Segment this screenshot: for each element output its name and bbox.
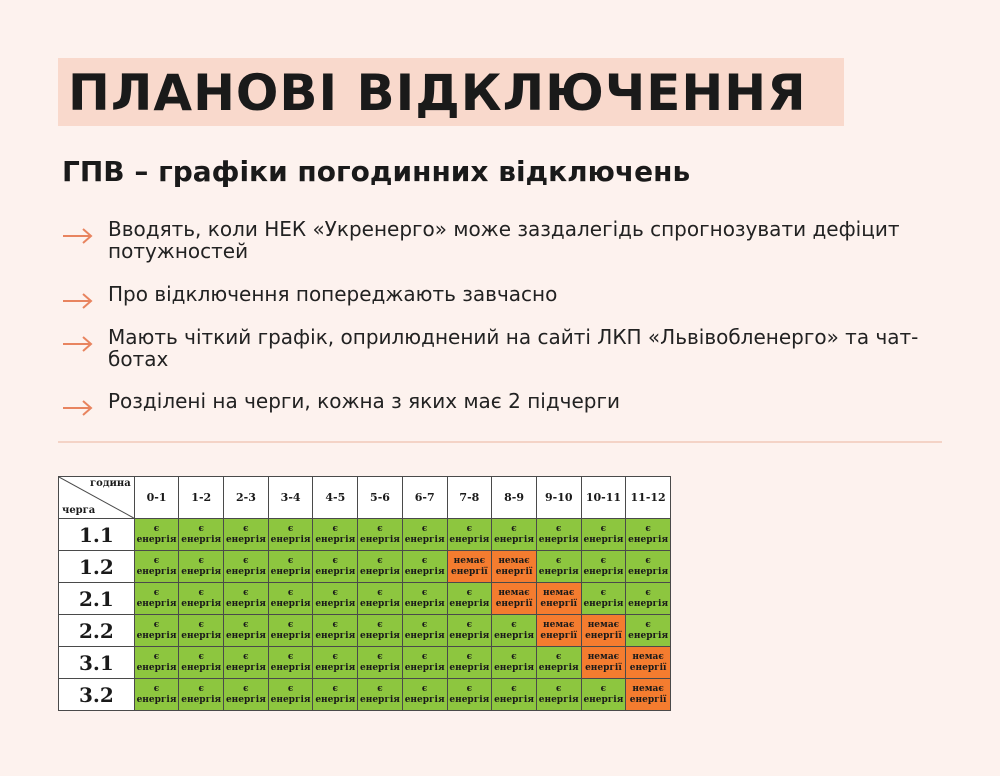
queue-label: 2.2 <box>59 615 135 647</box>
cell-text-line1: є <box>287 523 294 534</box>
cell-text-line1: є <box>421 619 428 630</box>
power-off-cell <box>492 551 537 583</box>
arrow-right-icon <box>62 226 94 246</box>
power-on-cell <box>402 583 447 615</box>
cell-text-line1: є <box>287 587 294 598</box>
power-on-cell <box>268 519 313 551</box>
cell-text-line2: енергія <box>538 694 579 705</box>
cell-text-line1: є <box>377 651 383 662</box>
cell-text-line2: енергія <box>315 566 356 577</box>
cell-text-line1: є <box>332 555 339 566</box>
cell-text-line2: енергія <box>136 694 177 705</box>
queue-label: 1.1 <box>59 519 135 551</box>
cell-text-line1: є <box>466 523 473 534</box>
cell-text-line2: енергія <box>360 598 400 609</box>
table-corner-cell <box>59 477 135 519</box>
cell-text-line2: енергії <box>585 662 622 673</box>
power-on-cell <box>358 583 403 615</box>
cell-text-line1: є <box>466 651 473 662</box>
power-on-cell <box>134 519 179 551</box>
cell-text-line1: є <box>555 523 562 534</box>
power-on-cell <box>358 679 403 711</box>
cell-text-line2: енергія <box>225 694 266 705</box>
cell-text-line2: енергія <box>315 630 356 641</box>
power-on-cell <box>626 551 671 583</box>
cell-text-line2: енергія <box>136 630 177 641</box>
cell-text-line1: є <box>287 555 294 566</box>
power-on-cell <box>179 615 224 647</box>
cell-text-line1: є <box>198 619 204 630</box>
power-on-cell <box>536 551 581 583</box>
cell-text-line1: є <box>421 683 428 694</box>
cell-text-line2: енергія <box>404 566 445 577</box>
power-on-cell <box>313 615 358 647</box>
power-off-cell <box>581 615 626 647</box>
power-on-cell <box>447 679 492 711</box>
cell-text-line2: енергії <box>495 598 533 609</box>
table-row <box>59 551 671 583</box>
cell-text-line1: немає <box>587 651 620 662</box>
power-on-cell <box>358 551 403 583</box>
hour-header: 4-5 <box>313 477 358 519</box>
hour-header: 2-3 <box>224 477 269 519</box>
power-on-cell <box>447 583 492 615</box>
power-on-cell <box>492 615 537 647</box>
bullet-item <box>62 326 943 370</box>
cell-text-line1: немає <box>632 683 664 694</box>
table-row <box>59 615 671 647</box>
power-on-cell <box>224 647 269 679</box>
power-on-cell <box>358 519 403 551</box>
arrow-right-icon <box>62 291 94 311</box>
section-divider <box>58 441 942 443</box>
power-on-cell <box>581 519 626 551</box>
cell-text-line2: енергія <box>449 534 490 545</box>
power-on-cell <box>179 647 224 679</box>
power-off-cell <box>536 615 581 647</box>
cell-text-line1: є <box>153 619 160 630</box>
power-on-cell <box>179 551 224 583</box>
bullet-item <box>62 218 943 262</box>
power-on-cell <box>313 647 358 679</box>
cell-text-line1: є <box>645 587 651 598</box>
cell-text-line1: є <box>421 587 428 598</box>
bullet-item <box>62 390 943 418</box>
queue-label: 3.1 <box>59 647 135 679</box>
bullet-text: Мають чіткий графік, оприлюднений на сайті ЛКП «Львівобленерго» та чат-ботах <box>108 325 919 371</box>
cell-text-line2: енергії <box>451 566 488 577</box>
cell-text-line2: енергія <box>628 534 669 545</box>
cell-text-line2: енергія <box>225 566 266 577</box>
cell-text-line2: енергія <box>225 598 266 609</box>
power-on-cell <box>402 551 447 583</box>
cell-text-line1: є <box>332 587 339 598</box>
cell-text-line2: енергія <box>449 630 490 641</box>
hour-header: 3-4 <box>268 477 313 519</box>
cell-text-line2: енергія <box>270 662 311 673</box>
cell-text-line2: енергія <box>494 694 534 705</box>
cell-text-line2: енергія <box>136 598 177 609</box>
outage-schedule-table <box>58 476 671 711</box>
cell-text-line1: немає <box>543 619 575 630</box>
power-on-cell <box>626 615 671 647</box>
cell-text-line1: немає <box>453 555 486 566</box>
cell-text-line1: немає <box>543 587 575 598</box>
power-on-cell <box>447 615 492 647</box>
table-header-row <box>59 477 671 519</box>
power-off-cell <box>626 647 671 679</box>
table-row <box>59 647 671 679</box>
power-on-cell <box>402 679 447 711</box>
hour-header: 7-8 <box>447 477 492 519</box>
cell-text-line2: енергія <box>449 694 490 705</box>
power-on-cell <box>492 647 537 679</box>
cell-text-line1: є <box>243 587 249 598</box>
hour-header: 0-1 <box>134 477 179 519</box>
hour-axis-label: година <box>90 478 131 489</box>
table-row <box>59 519 671 551</box>
power-on-cell <box>134 679 179 711</box>
cell-text-line2: енергія <box>404 694 445 705</box>
power-on-cell <box>536 647 581 679</box>
power-on-cell <box>626 583 671 615</box>
arrow-right-icon <box>62 334 94 354</box>
cell-text-line1: є <box>466 587 473 598</box>
hour-header: 6-7 <box>402 477 447 519</box>
power-on-cell <box>536 679 581 711</box>
cell-text-line1: є <box>198 587 204 598</box>
cell-text-line1: є <box>287 683 294 694</box>
power-on-cell <box>268 583 313 615</box>
cell-text-line1: є <box>555 555 562 566</box>
bullet-text: Про відключення попереджають завчасно <box>108 282 558 306</box>
cell-text-line1: є <box>600 683 607 694</box>
cell-text-line2: енергія <box>404 534 445 545</box>
hour-header: 5-6 <box>358 477 403 519</box>
cell-text-line2: енергія <box>360 630 400 641</box>
queue-label: 3.2 <box>59 679 135 711</box>
power-off-cell <box>581 647 626 679</box>
cell-text-line1: є <box>377 523 383 534</box>
cell-text-line2: енергія <box>538 534 579 545</box>
cell-text-line1: є <box>600 523 607 534</box>
cell-text-line1: є <box>287 651 294 662</box>
power-on-cell <box>536 519 581 551</box>
power-on-cell <box>224 551 269 583</box>
page-title: ПЛАНОВІ ВІДКЛЮЧЕННЯ <box>68 64 807 122</box>
power-on-cell <box>268 551 313 583</box>
power-on-cell <box>313 679 358 711</box>
cell-text-line1: немає <box>498 555 530 566</box>
power-off-cell <box>626 679 671 711</box>
cell-text-line2: енергія <box>583 694 624 705</box>
cell-text-line2: енергія <box>494 534 534 545</box>
cell-text-line2: енергія <box>270 566 311 577</box>
cell-text-line1: є <box>287 619 294 630</box>
cell-text-line2: енергія <box>181 598 222 609</box>
cell-text-line1: є <box>198 555 204 566</box>
cell-text-line2: енергія <box>404 662 445 673</box>
cell-text-line1: є <box>555 651 562 662</box>
power-on-cell <box>179 679 224 711</box>
power-on-cell <box>224 519 269 551</box>
cell-text-line1: є <box>377 683 383 694</box>
cell-text-line1: є <box>243 651 249 662</box>
cell-text-line2: енергія <box>628 630 669 641</box>
power-on-cell <box>224 615 269 647</box>
page-subtitle: ГПВ – графіки погодинних відключень <box>62 155 691 188</box>
cell-text-line1: є <box>421 555 428 566</box>
power-on-cell <box>134 647 179 679</box>
queue-axis-label: черга <box>62 505 96 516</box>
cell-text-line1: є <box>421 523 428 534</box>
cell-text-line2: енергія <box>315 534 356 545</box>
cell-text-line2: енергії <box>585 630 622 641</box>
cell-text-line2: енергії <box>495 566 533 577</box>
cell-text-line2: енергія <box>538 566 579 577</box>
power-on-cell <box>134 551 179 583</box>
cell-text-line2: енергія <box>270 630 311 641</box>
power-on-cell <box>358 647 403 679</box>
cell-text-line2: енергія <box>181 630 222 641</box>
cell-text-line2: енергія <box>136 662 177 673</box>
cell-text-line2: енергія <box>270 534 311 545</box>
table-row <box>59 679 671 711</box>
cell-text-line1: є <box>511 523 517 534</box>
cell-text-line2: енергія <box>360 566 400 577</box>
cell-text-line1: є <box>377 587 383 598</box>
cell-text-line1: є <box>153 523 160 534</box>
cell-text-line1: є <box>600 587 607 598</box>
cell-text-line1: є <box>645 619 651 630</box>
cell-text-line1: є <box>600 555 607 566</box>
cell-text-line1: є <box>466 619 473 630</box>
cell-text-line2: енергія <box>404 630 445 641</box>
cell-text-line2: енергія <box>360 662 400 673</box>
cell-text-line1: є <box>243 555 249 566</box>
cell-text-line1: є <box>153 683 160 694</box>
bullet-text: Вводять, коли НЕК «Укренерго» може заздалегідь спрогнозувати дефіцит потужностей <box>108 217 900 263</box>
bullet-item <box>62 283 943 311</box>
cell-text-line2: енергії <box>540 598 578 609</box>
power-on-cell <box>358 615 403 647</box>
cell-text-line2: енергія <box>360 694 400 705</box>
cell-text-line1: є <box>243 619 249 630</box>
cell-text-line1: немає <box>632 651 664 662</box>
power-on-cell <box>581 551 626 583</box>
power-on-cell <box>626 519 671 551</box>
power-off-cell <box>447 551 492 583</box>
cell-text-line2: енергія <box>538 662 579 673</box>
cell-text-line2: енергія <box>315 598 356 609</box>
cell-text-line2: енергія <box>225 534 266 545</box>
cell-text-line1: є <box>511 651 517 662</box>
cell-text-line2: енергія <box>449 598 490 609</box>
power-on-cell <box>402 647 447 679</box>
power-on-cell <box>224 679 269 711</box>
cell-text-line2: енергія <box>136 566 177 577</box>
cell-text-line1: є <box>377 619 383 630</box>
cell-text-line2: енергія <box>181 662 222 673</box>
power-on-cell <box>224 583 269 615</box>
cell-text-line2: енергія <box>315 694 356 705</box>
power-off-cell <box>492 583 537 615</box>
power-on-cell <box>492 679 537 711</box>
power-on-cell <box>313 551 358 583</box>
hour-header: 1-2 <box>179 477 224 519</box>
power-on-cell <box>492 519 537 551</box>
cell-text-line1: немає <box>498 587 530 598</box>
cell-text-line1: є <box>332 619 339 630</box>
power-on-cell <box>268 615 313 647</box>
power-on-cell <box>581 679 626 711</box>
queue-label: 1.2 <box>59 551 135 583</box>
table-row <box>59 583 671 615</box>
cell-text-line2: енергія <box>449 662 490 673</box>
cell-text-line2: енергія <box>583 566 624 577</box>
cell-text-line2: енергія <box>315 662 356 673</box>
cell-text-line1: є <box>198 683 204 694</box>
hour-header: 8-9 <box>492 477 537 519</box>
cell-text-line1: є <box>645 555 651 566</box>
cell-text-line2: енергія <box>494 630 534 641</box>
cell-text-line1: є <box>645 523 651 534</box>
cell-text-line2: енергія <box>583 598 624 609</box>
cell-text-line2: енергія <box>225 630 266 641</box>
cell-text-line1: є <box>243 683 249 694</box>
cell-text-line1: є <box>511 683 517 694</box>
power-on-cell <box>268 647 313 679</box>
power-on-cell <box>447 647 492 679</box>
power-on-cell <box>313 519 358 551</box>
power-on-cell <box>313 583 358 615</box>
power-on-cell <box>402 615 447 647</box>
cell-text-line2: енергії <box>629 694 667 705</box>
cell-text-line1: є <box>332 523 339 534</box>
cell-text-line1: є <box>332 683 339 694</box>
hour-header: 11-12 <box>626 477 671 519</box>
cell-text-line2: енергія <box>628 566 669 577</box>
cell-text-line2: енергія <box>360 534 400 545</box>
cell-text-line1: є <box>466 683 473 694</box>
cell-text-line1: є <box>243 523 249 534</box>
cell-text-line2: енергія <box>270 598 311 609</box>
power-on-cell <box>402 519 447 551</box>
cell-text-line1: є <box>153 651 160 662</box>
cell-text-line1: є <box>377 555 383 566</box>
cell-text-line1: є <box>153 587 160 598</box>
cell-text-line2: енергія <box>181 534 222 545</box>
cell-text-line2: енергія <box>270 694 311 705</box>
cell-text-line1: є <box>198 523 204 534</box>
power-on-cell <box>179 519 224 551</box>
power-on-cell <box>268 679 313 711</box>
cell-text-line2: енергія <box>583 534 624 545</box>
cell-text-line2: енергії <box>540 630 578 641</box>
arrow-right-icon <box>62 398 94 418</box>
hour-header: 10-11 <box>581 477 626 519</box>
power-on-cell <box>179 583 224 615</box>
cell-text-line2: енергія <box>628 598 669 609</box>
cell-text-line2: енергія <box>181 694 222 705</box>
power-off-cell <box>536 583 581 615</box>
cell-text-line2: енергія <box>181 566 222 577</box>
hour-header: 9-10 <box>536 477 581 519</box>
bullet-text: Розділені на черги, кожна з яких має 2 підчерги <box>108 389 620 413</box>
cell-text-line1: є <box>511 619 517 630</box>
cell-text-line2: енергія <box>136 534 177 545</box>
queue-label: 2.1 <box>59 583 135 615</box>
cell-text-line1: є <box>198 651 204 662</box>
cell-text-line2: енергія <box>494 662 534 673</box>
power-on-cell <box>134 615 179 647</box>
cell-text-line2: енергія <box>404 598 445 609</box>
cell-text-line1: є <box>421 651 428 662</box>
power-on-cell <box>581 583 626 615</box>
cell-text-line1: є <box>555 683 562 694</box>
cell-text-line2: енергії <box>629 662 667 673</box>
cell-text-line1: є <box>332 651 339 662</box>
power-on-cell <box>134 583 179 615</box>
cell-text-line2: енергія <box>225 662 266 673</box>
power-on-cell <box>447 519 492 551</box>
cell-text-line1: немає <box>587 619 620 630</box>
cell-text-line1: є <box>153 555 160 566</box>
